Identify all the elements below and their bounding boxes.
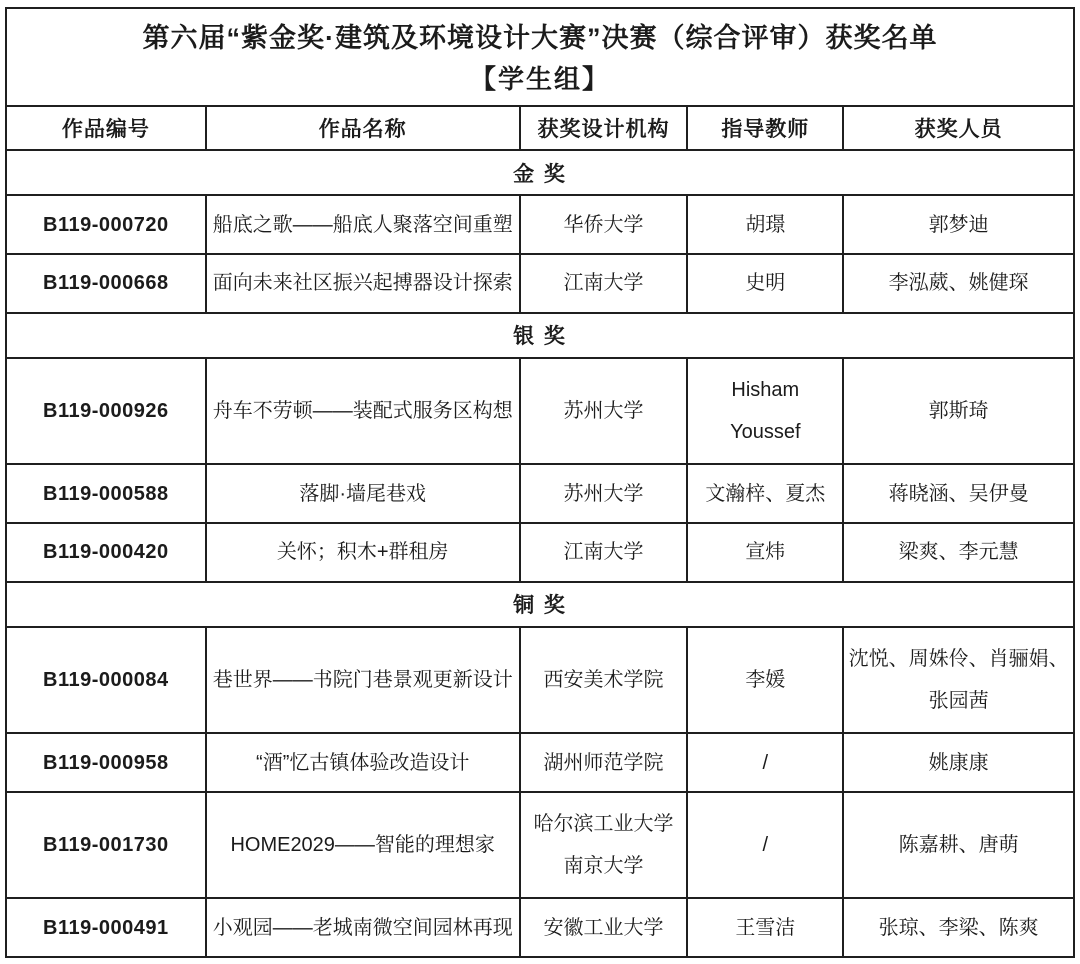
table-row bbox=[6, 733, 1074, 792]
cell-winners: 蒋晓涵、吴伊曼 bbox=[843, 464, 1074, 523]
cell-id: B119-000420 bbox=[6, 523, 206, 582]
cell-teacher: 史明 bbox=[687, 254, 843, 313]
cell-institution: 安徽工业大学 bbox=[520, 898, 688, 957]
cell-institution: 湖州师范学院 bbox=[520, 733, 688, 792]
cell-institution: 西安美术学院 bbox=[520, 627, 688, 733]
cell-teacher: 文瀚梓、夏杰 bbox=[687, 464, 843, 523]
cell-id: B119-000720 bbox=[6, 195, 206, 254]
awards-table bbox=[5, 7, 1075, 958]
cell-winners: 郭梦迪 bbox=[843, 195, 1074, 254]
title-line2-group-label: 【学生组】 bbox=[469, 64, 610, 94]
cell-institution: 哈尔滨工业大学 南京大学 bbox=[520, 792, 688, 898]
cell-teacher: 胡璟 bbox=[687, 195, 843, 254]
cell-name: 巷世界——书院门巷景观更新设计 bbox=[206, 627, 520, 733]
cell-teacher: / bbox=[687, 792, 843, 898]
cell-winners: 张琼、李梁、陈爽 bbox=[843, 898, 1074, 957]
cell-winners: 姚康康 bbox=[843, 733, 1074, 792]
cell-name: 小观园——老城南微空间园林再现 bbox=[206, 898, 520, 957]
table-row bbox=[6, 464, 1074, 523]
cell-name: 船底之歌——船底人聚落空间重塑 bbox=[206, 195, 520, 254]
cell-name: “酒”忆古镇体验改造设计 bbox=[206, 733, 520, 792]
cell-teacher: / bbox=[687, 733, 843, 792]
cell-teacher: Hisham Youssef bbox=[687, 358, 843, 464]
page-title bbox=[6, 8, 1074, 106]
column-header-5: 获奖人员 bbox=[843, 106, 1074, 150]
cell-id: B119-001730 bbox=[6, 792, 206, 898]
title-row bbox=[6, 8, 1074, 106]
table-row bbox=[6, 627, 1074, 733]
cell-teacher: 宣炜 bbox=[687, 523, 843, 582]
column-header-1: 作品编号 bbox=[6, 106, 206, 150]
cell-id: B119-000958 bbox=[6, 733, 206, 792]
cell-name: 关怀；积木+群租房 bbox=[206, 523, 520, 582]
cell-name: 面向未来社区振兴起搏器设计探索 bbox=[206, 254, 520, 313]
cell-teacher: 李媛 bbox=[687, 627, 843, 733]
cell-teacher: 王雪洁 bbox=[687, 898, 843, 957]
cell-name: 落脚·墙尾巷戏 bbox=[206, 464, 520, 523]
cell-id: B119-000491 bbox=[6, 898, 206, 957]
award-section-label: 银 奖 bbox=[6, 313, 1074, 358]
table-header-row bbox=[6, 106, 1074, 150]
award-section-row bbox=[6, 313, 1074, 358]
title-line1: 第六届“紫金奖·建筑及环境设计大赛”决赛（综合评审）获奖名单 bbox=[142, 23, 938, 53]
cell-winners: 陈嘉耕、唐萌 bbox=[843, 792, 1074, 898]
column-header-3: 获奖设计机构 bbox=[520, 106, 688, 150]
cell-institution: 苏州大学 bbox=[520, 464, 688, 523]
cell-id: B119-000668 bbox=[6, 254, 206, 313]
cell-id: B119-000926 bbox=[6, 358, 206, 464]
cell-institution: 江南大学 bbox=[520, 254, 688, 313]
table-row bbox=[6, 358, 1074, 464]
table-row bbox=[6, 523, 1074, 582]
cell-winners: 沈悦、周姝伶、肖骊娟、张园茜 bbox=[843, 627, 1074, 733]
award-section-label: 铜 奖 bbox=[6, 582, 1074, 627]
cell-institution: 江南大学 bbox=[520, 523, 688, 582]
cell-id: B119-000084 bbox=[6, 627, 206, 733]
award-section-label: 金 奖 bbox=[6, 150, 1074, 195]
cell-name: HOME2029——智能的理想家 bbox=[206, 792, 520, 898]
table-row bbox=[6, 898, 1074, 957]
cell-winners: 梁爽、李元慧 bbox=[843, 523, 1074, 582]
table-row bbox=[6, 195, 1074, 254]
table-row bbox=[6, 792, 1074, 898]
column-header-4: 指导教师 bbox=[687, 106, 843, 150]
cell-name: 舟车不劳顿——装配式服务区构想 bbox=[206, 358, 520, 464]
cell-institution: 华侨大学 bbox=[520, 195, 688, 254]
cell-winners: 郭斯琦 bbox=[843, 358, 1074, 464]
cell-id: B119-000588 bbox=[6, 464, 206, 523]
award-section-row bbox=[6, 582, 1074, 627]
cell-winners: 李泓葳、姚健琛 bbox=[843, 254, 1074, 313]
column-header-2: 作品名称 bbox=[206, 106, 520, 150]
award-section-row bbox=[6, 150, 1074, 195]
cell-institution: 苏州大学 bbox=[520, 358, 688, 464]
table-row bbox=[6, 254, 1074, 313]
